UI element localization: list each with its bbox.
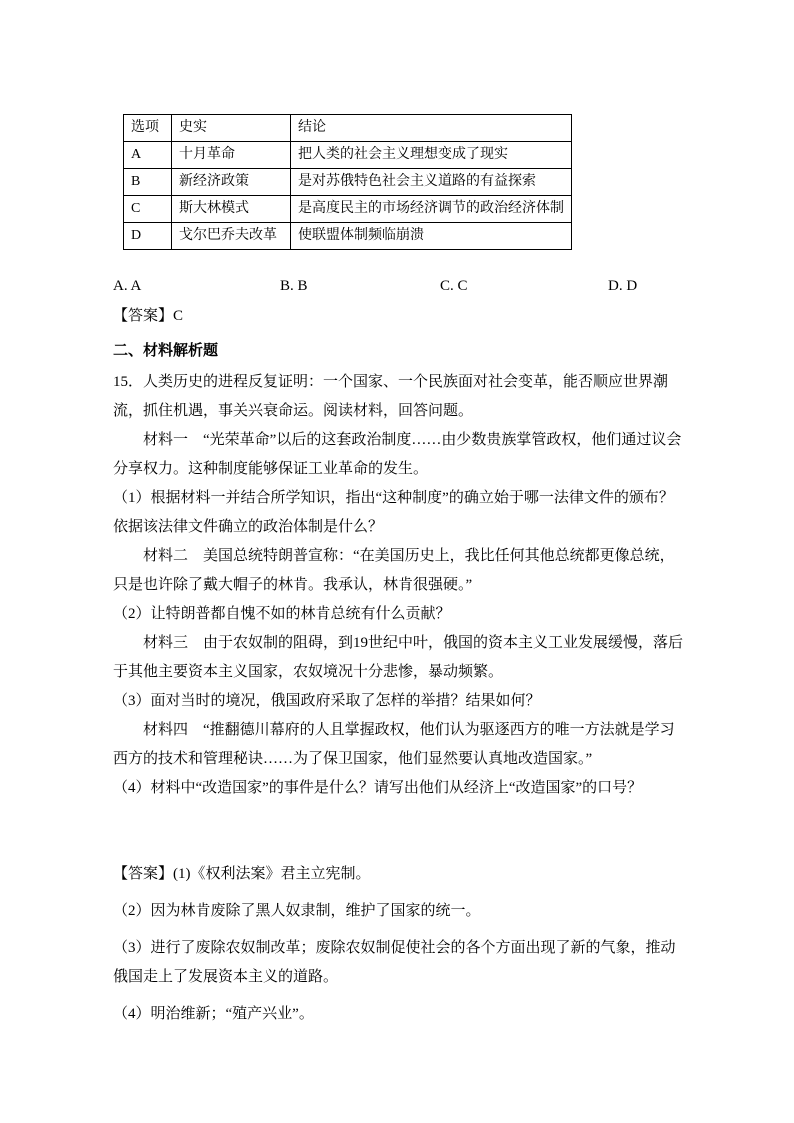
material-2: 材料二 美国总统特朗普宣称：“在美国历史上，我比任何其他总统都更像总统，只是也许除了戴大帽子的林肯。我承认，林肯很强硬。” — [113, 548, 675, 593]
table-cell: 使联盟体制频临崩溃 — [291, 223, 572, 250]
table-cell: 新经济政策 — [172, 169, 291, 196]
table-header-conclusion: 结论 — [291, 115, 572, 142]
table-row — [124, 223, 572, 250]
table-row — [124, 169, 572, 196]
choice-c: C. C — [440, 278, 468, 294]
table-cell: 是对苏俄特色社会主义道路的有益探索 — [291, 169, 572, 196]
answer-15-3: （3）进行了废除农奴制改革；废除农奴制促使社会的各个方面出现了新的气象，推动俄国走上了发展资本主义的道路。 — [113, 940, 676, 985]
table-header-fact: 史实 — [172, 115, 291, 142]
table-header-option: 选项 — [124, 115, 172, 142]
table-cell: 是高度民主的市场经济调节的政治经济体制 — [291, 196, 572, 223]
table-header-row — [124, 115, 572, 142]
table-cell: B — [124, 169, 172, 196]
sub-question-2: （2）让特朗普都自愧不如的林肯总统有什么贡献？ — [113, 606, 451, 622]
answer-choices — [113, 272, 684, 301]
material-4: 材料四 “推翻德川幕府的人且掌握政权，他们认为驱逐西方的唯一方法就是学习西方的技术和管理秘诀……为了保卫国家，他们显然要认真地改造国家。” — [113, 722, 675, 767]
choice-a: A. A — [113, 278, 142, 294]
choice-b: B. B — [280, 278, 308, 294]
answer-15-4: （4）明治维新；“殖产兴业”。 — [113, 1006, 314, 1022]
answer-15-1: 【答案】(1)《权利法案》君主立宪制。 — [113, 866, 371, 882]
table-cell: 斯大林模式 — [172, 196, 291, 223]
table-row — [124, 142, 572, 169]
answer-15-2: （2）因为林肯废除了黑人奴隶制，维护了国家的统一。 — [113, 903, 481, 919]
table-cell: 戈尔巴乔夫改革 — [172, 223, 291, 250]
choice-d: D. D — [608, 278, 638, 294]
table-cell: A — [124, 142, 172, 169]
section-heading: 二、材料解析题 — [113, 343, 219, 359]
table-cell: C — [124, 196, 172, 223]
table-row — [124, 196, 572, 223]
material-1: 材料一 “光荣革命”以后的这套政治制度……由少数贵族掌管政权，他们通过议会分享权力。这种制度能够保证工业革命的发生。 — [113, 432, 682, 477]
question-15-stem: 15．人类历史的进程反复证明：一个国家、一个民族面对社会变革，能否顺应世界潮流，抓住机遇，事关兴衰命运。阅读材料，回答问题。 — [113, 374, 669, 419]
material-3: 材料三 由于农奴制的阻碍，到19世纪中叶，俄国的资本主义工业发展缓慢，落后于其他主要资本主义国家，农奴境况十分悲惨，暴动频繁。 — [113, 635, 684, 680]
sub-question-3: （3）面对当时的境况，俄国政府采取了怎样的举措？结果如何？ — [113, 693, 541, 709]
table-cell: 十月革命 — [172, 142, 291, 169]
table-cell: 把人类的社会主义理想变成了现实 — [291, 142, 572, 169]
sub-question-4: （4）材料中“改造国家”的事件是什么？请写出他们从经济上“改造国家”的口号？ — [113, 780, 643, 796]
sub-question-1: （1）根据材料一并结合所学知识，指出“这种制度”的确立始于哪一法律文件的颁布？依据该法律文件确立的政治体制是什么？ — [113, 490, 674, 535]
question-14-table — [123, 114, 572, 250]
table-cell: D — [124, 223, 172, 250]
question-14-answer: 【答案】C — [113, 308, 184, 324]
question-15-answers — [113, 860, 684, 1029]
